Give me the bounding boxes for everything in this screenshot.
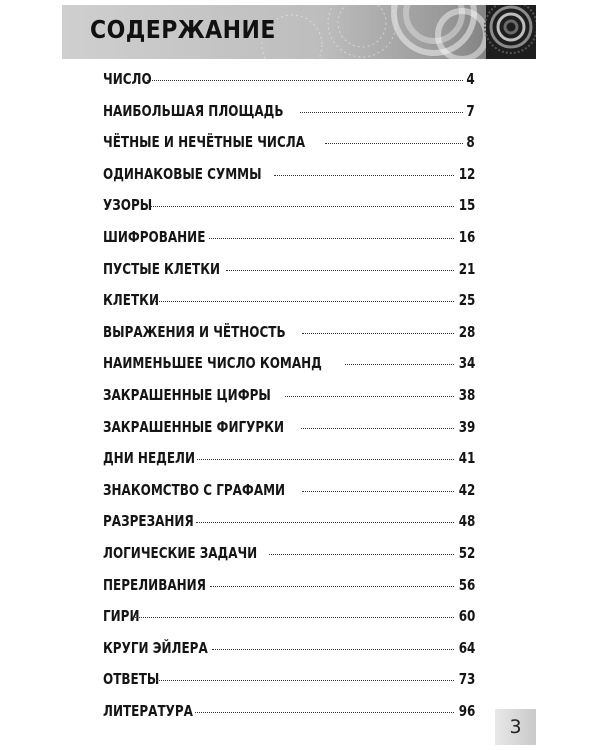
toc-entry — [103, 449, 475, 481]
toc-entry — [103, 418, 475, 450]
toc-entry — [103, 639, 475, 671]
toc-entry — [103, 70, 475, 102]
toc-entry — [103, 133, 475, 165]
table-of-contents — [103, 70, 475, 733]
dot-leader — [155, 301, 453, 302]
toc-entry-title: ПУСТЫЕ КЛЕТКИ — [103, 259, 221, 278]
toc-entry-page: 15 — [458, 196, 475, 215]
toc-entry — [103, 323, 475, 355]
toc-entry-page: 56 — [458, 575, 475, 594]
toc-entry-title: ЗАКРАШЕННЫЕ ЦИФРЫ — [103, 385, 271, 404]
toc-entry — [103, 260, 475, 292]
dot-leader — [197, 459, 453, 460]
toc-entry — [103, 544, 475, 576]
toc-entry-page: 64 — [458, 638, 475, 657]
toc-entry-title: ГИРИ — [103, 607, 140, 626]
chapter-header — [62, 5, 536, 59]
toc-entry — [103, 354, 475, 386]
dot-leader — [301, 428, 454, 429]
dot-leader — [209, 238, 453, 239]
toc-entry — [103, 670, 475, 702]
dot-leader — [325, 143, 463, 144]
toc-entry-page: 96 — [458, 701, 475, 720]
toc-entry — [103, 228, 475, 260]
dot-leader — [133, 617, 454, 618]
toc-entry — [103, 291, 475, 323]
dot-leader — [212, 649, 454, 650]
toc-entry-page: 48 — [458, 512, 475, 531]
toc-entry-page: 8 — [466, 133, 475, 152]
toc-entry-page: 39 — [458, 417, 475, 436]
dot-leader — [274, 175, 453, 176]
toc-entry-page: 34 — [458, 354, 475, 373]
dot-leader — [300, 112, 463, 113]
page-number: 3 — [495, 709, 536, 745]
toc-entry — [103, 702, 475, 734]
toc-entry — [103, 512, 475, 544]
toc-entry-title: ПЕРЕЛИВАНИЯ — [103, 575, 206, 594]
toc-entry-title: КЛЕТКИ — [103, 291, 159, 310]
toc-entry-title: ВЫРАЖЕНИЯ И ЧЁТНОСТЬ — [103, 322, 286, 341]
toc-entry-page: 7 — [466, 101, 475, 120]
toc-entry-title: ШИФРОВАНИЕ — [103, 227, 206, 246]
toc-entry-title: ОДИНАКОВЫЕ СУММЫ — [103, 164, 262, 183]
toc-entry — [103, 607, 475, 639]
toc-entry-title: ЗАКРАШЕННЫЕ ФИГУРКИ — [103, 417, 285, 436]
toc-entry-title: ЛОГИЧЕСКИЕ ЗАДАЧИ — [103, 543, 258, 562]
dot-leader — [345, 364, 454, 365]
toc-entry-title: КРУГИ ЭЙЛЕРА — [103, 638, 208, 657]
toc-entry-title: ЛИТЕРАТУРА — [103, 701, 193, 720]
toc-entry-page: 25 — [458, 291, 475, 310]
toc-entry-page: 41 — [458, 449, 475, 468]
toc-entry-page: 73 — [458, 670, 475, 689]
dot-leader — [269, 554, 453, 555]
toc-entry-title: ЗНАКОМСТВО С ГРАФАМИ — [103, 480, 286, 499]
toc-entry-title: ОТВЕТЫ — [103, 670, 160, 689]
toc-entry-page: 21 — [458, 259, 475, 278]
dot-leader — [210, 586, 454, 587]
dot-leader — [156, 680, 454, 681]
dot-leader — [285, 396, 453, 397]
toc-entry — [103, 196, 475, 228]
dot-leader — [147, 206, 453, 207]
toc-entry-title: ЧЁТНЫЕ И НЕЧЁТНЫЕ ЧИСЛА — [103, 133, 306, 152]
dot-leader — [195, 712, 454, 713]
toc-entry-page: 38 — [458, 385, 475, 404]
toc-entry-page: 52 — [458, 543, 475, 562]
toc-entry — [103, 165, 475, 197]
dot-leader — [302, 333, 453, 334]
toc-entry-page: 42 — [458, 480, 475, 499]
toc-entry-page: 60 — [458, 607, 475, 626]
dot-leader — [196, 522, 454, 523]
toc-entry-title: УЗОРЫ — [103, 196, 153, 215]
toc-entry-title: НАИМЕНЬШЕЕ ЧИСЛО КОМАНД — [103, 354, 322, 373]
toc-entry-page: 4 — [466, 70, 475, 88]
toc-entry — [103, 576, 475, 608]
dot-leader — [226, 270, 453, 271]
toc-entry-title: НАИБОЛЬШАЯ ПЛОЩАДЬ — [103, 101, 284, 120]
toc-entry-page: 28 — [458, 322, 475, 341]
toc-entry-page: 16 — [458, 227, 475, 246]
toc-entry — [103, 481, 475, 513]
page-title: СОДЕРЖАНИЕ — [90, 15, 276, 44]
toc-entry-title: ЧИСЛО — [103, 70, 152, 88]
toc-entry — [103, 386, 475, 418]
dot-leader — [147, 80, 464, 81]
toc-entry-page: 12 — [458, 164, 475, 183]
toc-entry — [103, 102, 475, 134]
dot-leader — [302, 491, 454, 492]
toc-entry-title: РАЗРЕЗАНИЯ — [103, 512, 194, 531]
toc-entry-title: ДНИ НЕДЕЛИ — [103, 449, 196, 468]
